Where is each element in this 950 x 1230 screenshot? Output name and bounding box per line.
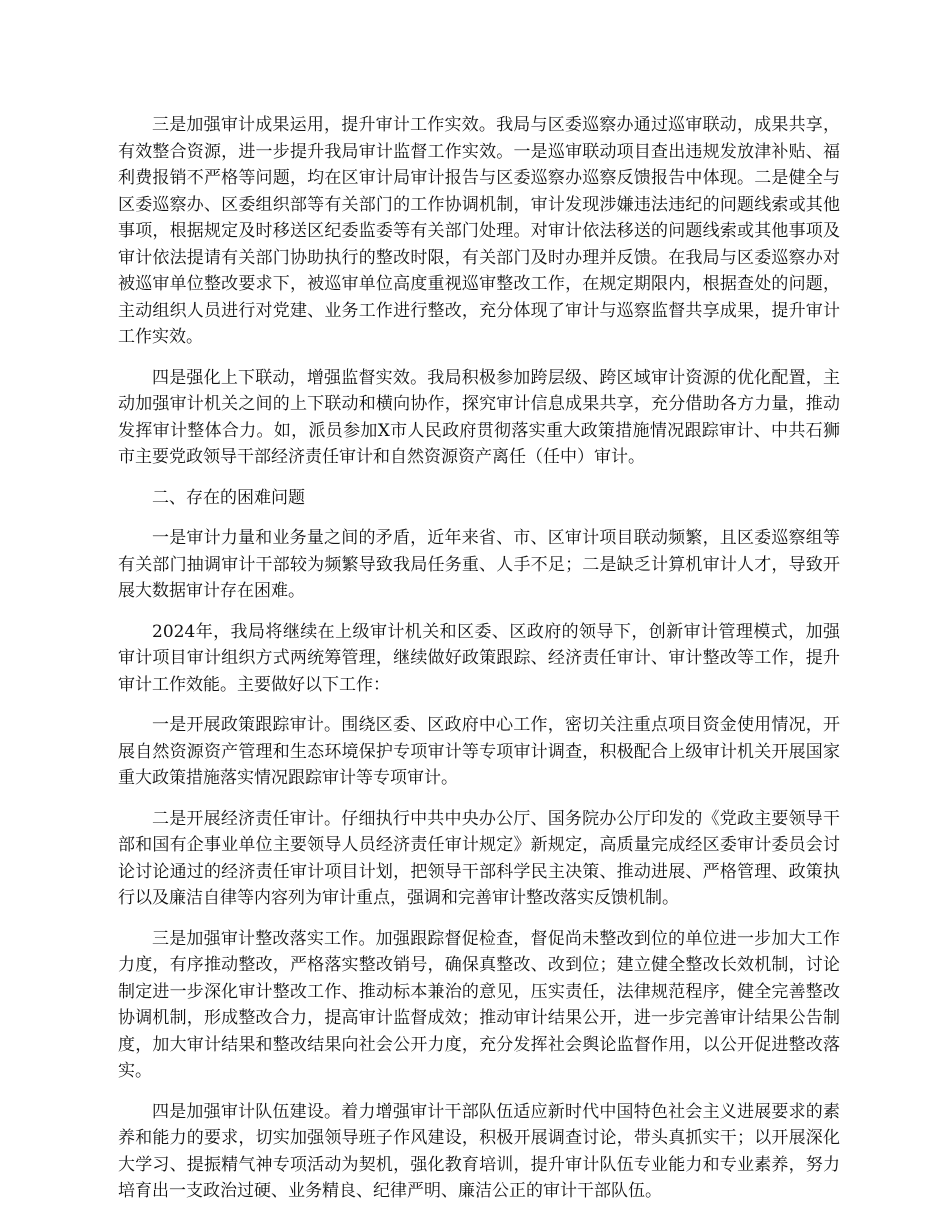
paragraph-economic-responsibility: 二是开展经济责任审计。仔细执行中共中央办公厅、国务院办公厅印发的《党政主要领导干部和国有企事业单位主要领导人员经济责任审计规定》新规定，高质量完成经区委审计委员会讨论讨论通过的经济责任审计项目计划，把领导干部科学民主决策、推动进展、严格管理、政策执行以及廉洁自律等内容列为审计重点，强调和完善审计整改落实反馈机制。	[118, 808, 840, 908]
paragraph-plan-2024: 2024年，我局将继续在上级审计机关和区委、区政府的领导下，创新审计管理模式，加强审计项目审计组织方式两统筹管理，继续做好政策跟踪、经济责任审计、审计整改等工作，提升审计工作效能。主要做好以下工作：	[118, 621, 840, 695]
paragraph-team-building: 四是加强审计队伍建设。着力增强审计干部队伍适应新时代中国特色社会主义进展要求的素养和能力的要求，切实加强领导班子作风建设，积极开展调查讨论，带头真抓实干；以开展深化大学习、提振精气神专项活动为契机，强化教育培训，提升审计队伍专业能力和专业素养，努力培育出一支政治过硬、业务精良、纪律严明、廉洁公正的审计干部队伍。	[118, 1101, 840, 1201]
paragraph-rectification: 三是加强审计整改落实工作。加强跟踪督促检查，督促尚未整改到位的单位进一步加大工作力度，有序推动整改，严格落实整改销号，确保真整改、改到位；建立健全整改长效机制，讨论制定进一步深化审计整改工作、推动标本兼治的意见，压实责任，法律规范程序，健全完善整改协调机制，形成整改合力，提高审计监督成效；推动审计结果公开，进一步完善审计结果公告制度，加大审计结果和整改结果向社会公开力度，充分发挥社会舆论监督作用，以公开促进整改落实。	[118, 928, 840, 1081]
paragraph-policy-tracking: 一是开展政策跟踪审计。围绕区委、区政府中心工作，密切关注重点项目资金使用情况，开展自然资源资产管理和生态环境保护专项审计等专项审计调查，积极配合上级审计机关开展国家重大政策措施落实情况跟踪审计等专项审计。	[118, 715, 840, 788]
paragraph-linkage: 四是强化上下联动，增强监督实效。我局积极参加跨层级、跨区域审计资源的优化配置，主动加强审计机关之间的上下联动和横向协作，探究审计信息成果共享，充分借助各方力量，推动发挥审计整体合力。如，派员参加X市人民政府贯彻落实重大政策措施情况跟踪审计、中共石狮市主要党政领导干部经济责任审计和自然资源资产离任（任中）审计。	[118, 367, 840, 467]
section-heading-difficulties: 二、存在的困难问题	[152, 487, 305, 508]
document-page	[118, 112, 840, 1219]
paragraph-difficulties: 一是审计力量和业务量之间的矛盾，近年来省、市、区审计项目联动频繁，且区委巡察组等有关部门抽调审计干部较为频繁导致我局任务重、人手不足；二是缺乏计算机审计人才，导致开展大数据审计存在困难。	[118, 528, 840, 601]
paragraph-audit-results-use: 三是加强审计成果运用，提升审计工作实效。我局与区委巡察办通过巡审联动，成果共享，有效整合资源，进一步提升我局审计监督工作实效。一是巡审联动项目查出违规发放津补贴、福利费报销不严格等问题，均在区审计局审计报告与区委巡察办巡察反馈报告中体现。二是健全与区委巡察办、区委组织部等有关部门的工作协调机制，审计发现涉嫌违法违纪的问题线索或其他事项，根据规定及时移送区纪委监委等有关部门处理。对审计依法移送的问题线索或其他事项及审计依法提请有关部门协助执行的整改时限，有关部门及时办理并反馈。在我局与区委巡察办对被巡审单位整改要求下，被巡审单位高度重视巡审整改工作，在规定期限内，根据查处的问题，主动组织人员进行对党建、业务工作进行整改，充分体现了审计与巡察监督共享成果，提升审计工作实效。	[118, 115, 840, 347]
